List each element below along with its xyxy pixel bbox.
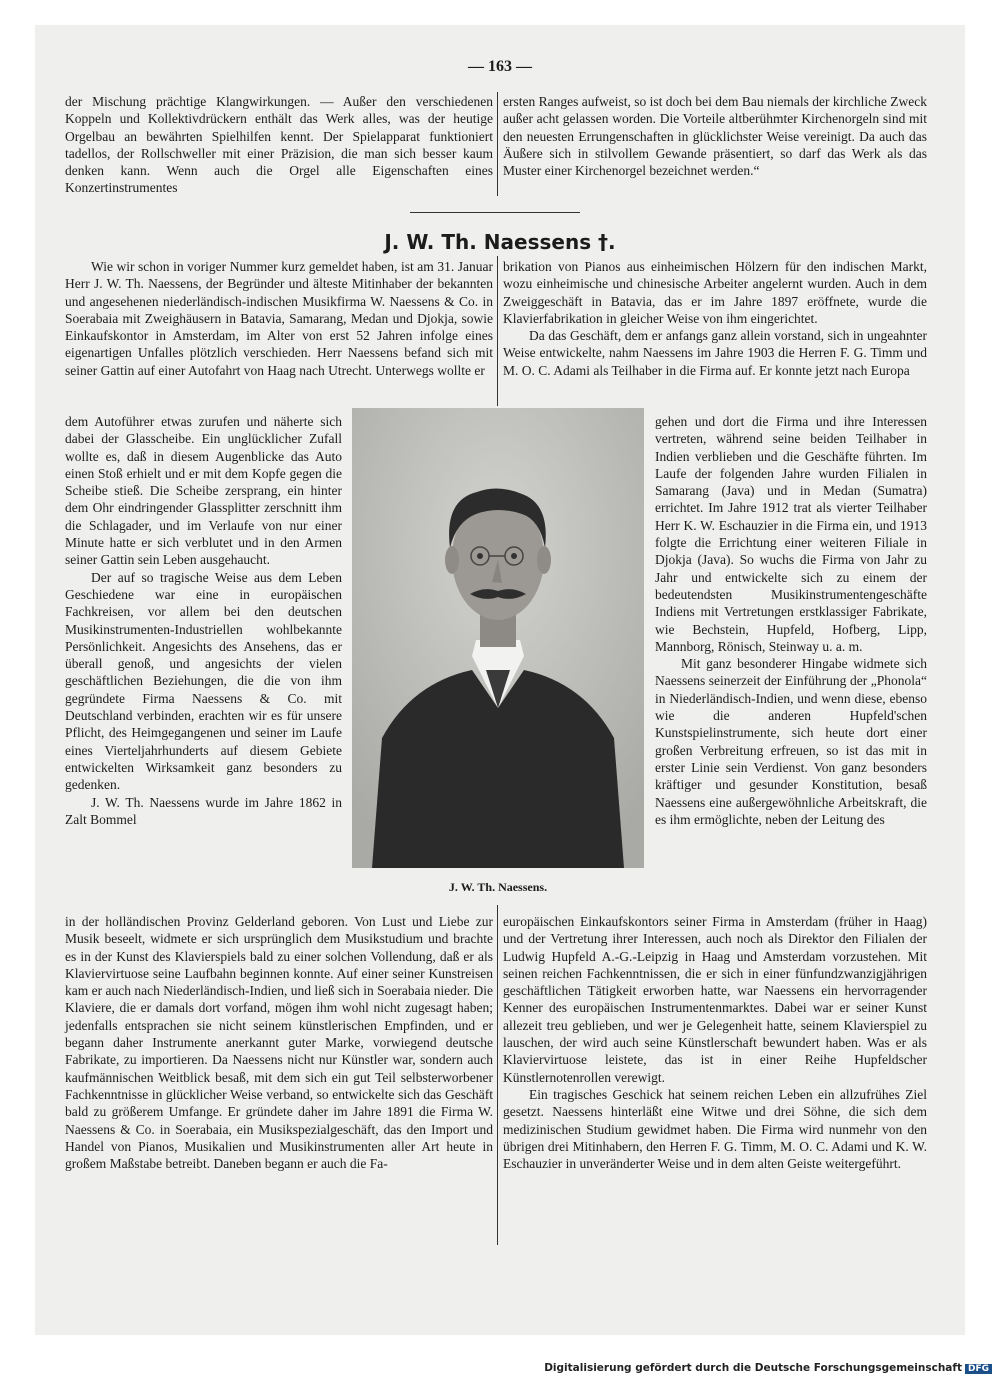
top-right-text: ersten Ranges aufweist, so ist doch bei dem Bau niemals der kirchliche Zweck außer acht gelassen worden. Die Vorteile altberühmter Kirchenorgeln sind mit den neuesten Errungenschaften in glücklichster Weise vereinigt. Da auch das Äußere sich in stilvollem Gewande präsentiert, so darf das Werk als das Muster einer Kirchenorgel bezeichnet werden.“ (503, 94, 927, 179)
portrait-photo (352, 408, 644, 868)
paragraph: Da das Geschäft, dem er anfangs ganz allein vorstand, sich in ungeahnter Weise entwickelte, nahm Naessens im Jahre 1903 die Herren F. G. Timm und M. O. C. Adami als Teilhaber in die Firma auf. Er konnte jetzt nach Europa (503, 328, 927, 378)
dfg-logo: DFG (965, 1364, 992, 1374)
paragraph: Ein tragisches Geschick hat seinem reichen Leben ein allzufrühes Ziel gesetzt. Naessens hinterläßt eine Witwe und drei Söhne, die sich dem medizinischen Studium gewidmet haben. Die Firma wird nunmehr von den übrigen drei Mitinhabern, den Herren F. G. Timm, M. O. C. Adami und K. W. Eschauzier in unveränderter Weise und in dem alten Geiste weitergeführt. (503, 1086, 927, 1172)
paragraph: dem Autoführer etwas zurufen und näherte sich dabei der Glasscheibe. Ein unglücklicher Zufall wollte es, daß in diesem Augenblicke das Auto einen Stoß erhielt und er mit dem Kopfe gegen die Scheibe stieß. Die Scheibe zersprang, ein hinter dem Ohr eindringender Glassplitter zerschnitt ihm die Schlagader, und im Verlaufe von nur einer Minute hatte er sich verblutet und in den Armen seiner Gattin sein Leben ausgehaucht. (65, 414, 342, 568)
paragraph: gehen und dort die Firma und ihre Interessen vertreten, während seine beiden Teilhaber in Indien verblieben und die Geschäfte führten. Im Laufe der folgenden Jahre wurden Filialen in Samarang (Java) und in Medan (Sumatra) errichtet. Im Jahre 1912 trat als vierter Teilhaber Herr K. W. Eschauzier in die Firma ein, und 1913 folgte die Errichtung einer weiteren Filiale in Djokja (Java). So wuchs die Firma von Jahr zu Jahr und entwickelte sich zu einem der bedeutendsten Musikinstrumentengeschäfte Indiens mit Vertretungen erstklassiger Fabrikate, wie Bechstein, Hupfeld, Hofberg, Lipp, Mannborg, Rönisch, Steinway u. a. m. (655, 414, 927, 654)
column-divider (497, 905, 498, 1245)
left-column-narrow (65, 413, 342, 828)
right-column-narrow (655, 413, 927, 828)
photo-caption: J. W. Th. Naessens. (448, 880, 548, 894)
column-divider (497, 256, 498, 406)
top-right-column (503, 93, 927, 179)
paragraph: Wie wir schon in voriger Nummer kurz gemeldet haben, ist am 31. Januar Herr J. W. Th. Naessens, der Begründer und älteste Mitinhaber der bekannten und angesehenen niederländisch-indischen Musikfirma W. Naessens & Co. in Soerabaia mit Zweighäusern in Batavia, Samarang, Medan und Djokja, sowie Einkaufskontor in Amsterdam, im Alter von erst 52 Jahren infolge eines eigenartigen Unfalles plötzlich verschieden. Herr Naessens befand sich mit seiner Gattin auf einer Autofahrt von Haag nach Utrecht. Unterwegs wollte er (65, 259, 493, 378)
footer-text: Digitalisierung gefördert durch die Deutsche Forschungsgemeinschaft (544, 1362, 962, 1374)
left-column-bottom (65, 913, 493, 1172)
top-column-divider (497, 92, 498, 196)
paragraph: Mit ganz besonderer Hingabe widmete sich Naessens seinerzeit der Einführung der „Phonola“ in Niederländisch-Indien, und wenn diese, ebenso wie die anderen Hupfeld'schen Kunstspielinstrumente, sich heute dort einer großen Verbreitung erfreuen, so ist das mit in erster Linie sein Verdienst. Von ganz besonders kräftiger und gesunder Konstitution, besaß Naessens eine außergewöhnliche Arbeitskraft, die es ihm ermöglichte, neben der Leitung des (655, 656, 927, 827)
right-column-top (503, 258, 927, 379)
paragraph: Der auf so tragische Weise aus dem Leben Geschiedene war eine in europäischen Fachkreisen, vor allem bei den deutschen Musikinstrumenten-Industriellen wohlbekannte Persönlichkeit. Angesichts des Ansehens, das er überall genoß, und angesichts der vielen geschäftlichen Beziehungen, die die von ihm gegründete Firma Naessens & Co. mit Deutschland verbinden, erachten wir es für unsere Pflicht, des Heimgegangenen und seiner im Laufe eines Vierteljahrhunderts auf diesem Gebiete entwickelten Wirksamkeit ganz besonders zu gedenken. (65, 569, 342, 793)
right-column-bottom (503, 913, 927, 1172)
left-column-top (65, 258, 493, 379)
paragraph: brikation von Pianos aus einheimischen Hölzern für den indischen Markt, wozu einheimische und chinesische Arbeiter angelernt wurden. Auch in dem Zweiggeschäft in Batavia, das er im Jahre 1897 eröffnete, wurde die Klavierfabrikation in gleicher Weise von ihm eingerichtet. (503, 259, 927, 326)
section-divider (410, 212, 580, 213)
paragraph: J. W. Th. Naessens wurde im Jahre 1862 in Zalt Bommel (65, 794, 342, 827)
top-left-column (65, 93, 493, 197)
paragraph: in der holländischen Provinz Gelderland geboren. Von Lust und Liebe zur Musik beseelt, widmete er sich ursprünglich dem Musikstudium und brachte es in der Kunst des Klavierspiels bald zu einer solchen Vollendung, daß er als Klaviervirtuose seine Laufbahn beginnen konnte. Auf einer seiner Kunstreisen kam er auch nach Niederländisch-Indien, und ließ sich in Soerabaia nieder. Die Klaviere, die er damals dort vorfand, mögen ihm wohl nicht zugesagt haben; jedenfalls entsprachen sie nicht seinem künstlerischen Empfinden, und er begann daher Instrumente anerkannt guter Marke, vorwiegend deutsche Fabrikate, zu importieren. Da Naessens nicht nur Künstler war, sondern auch kaufmännischen Weitblick besaß, mit dem sich ein gut Teil selbsterworbener Fachkenntnisse in glücklicher Weise verband, so entwickelte sich das Geschäft bald zu größerem Umfange. Er gründete daher im Jahre 1891 die Firma W. Naessens & Co. in Soerabaia, ein Musikspezialgeschäft, das den Import und Handel von Pianos, Musikalien und Musikinstrumenten aller Art heute in großem Maßstabe betreibt. Daneben begann er auch die Fa- (65, 914, 493, 1172)
footer (544, 1362, 992, 1374)
paragraph: europäischen Einkaufskontors seiner Firma in Amsterdam (früher in Haag) und der Vertretung ihrer Interessen, auch noch als Direktor den Filialen der Ludwig Hupfeld A.-G.-Leipzig in Haag und Amsterdam vorzustehen. Mit seinen reichen Fachkenntnissen, die er sich in einer fünfundzwanzigjährigen geschäftlichen Tätigkeit erworben hatte, war Naessens ein hervorragender Kenner des europäischen Instrumentenmarktes. Dabei war er seiner Kunst allezeit treu geblieben, und wer je Gelegenheit hatte, seinem Klavierspiel zu lauschen, der wird auch seine Künstlerschaft bewundert haben. Was er als Klaviervirtuose leistete, das ist in einer Reihe Hupfeldscher Künstlernotenrollen verewigt. (503, 914, 927, 1085)
page-number: — 163 — (468, 58, 532, 75)
top-left-text: der Mischung prächtige Klangwirkungen. — Außer den verschiedenen Koppeln und Kollektivdrückern enthält das Werk alles, was der heutige Orgelbau an bewährten Spielhilfen kennt. Der Spielapparat funktioniert tadellos, der Rollschweller mit einer Präzision, die man sich besser kaum denken kann. Wenn auch die Orgel alle Eigenschaften eines Konzertinstrumentes (65, 94, 493, 196)
article-title: J. W. Th. Naessens †. (384, 230, 616, 254)
